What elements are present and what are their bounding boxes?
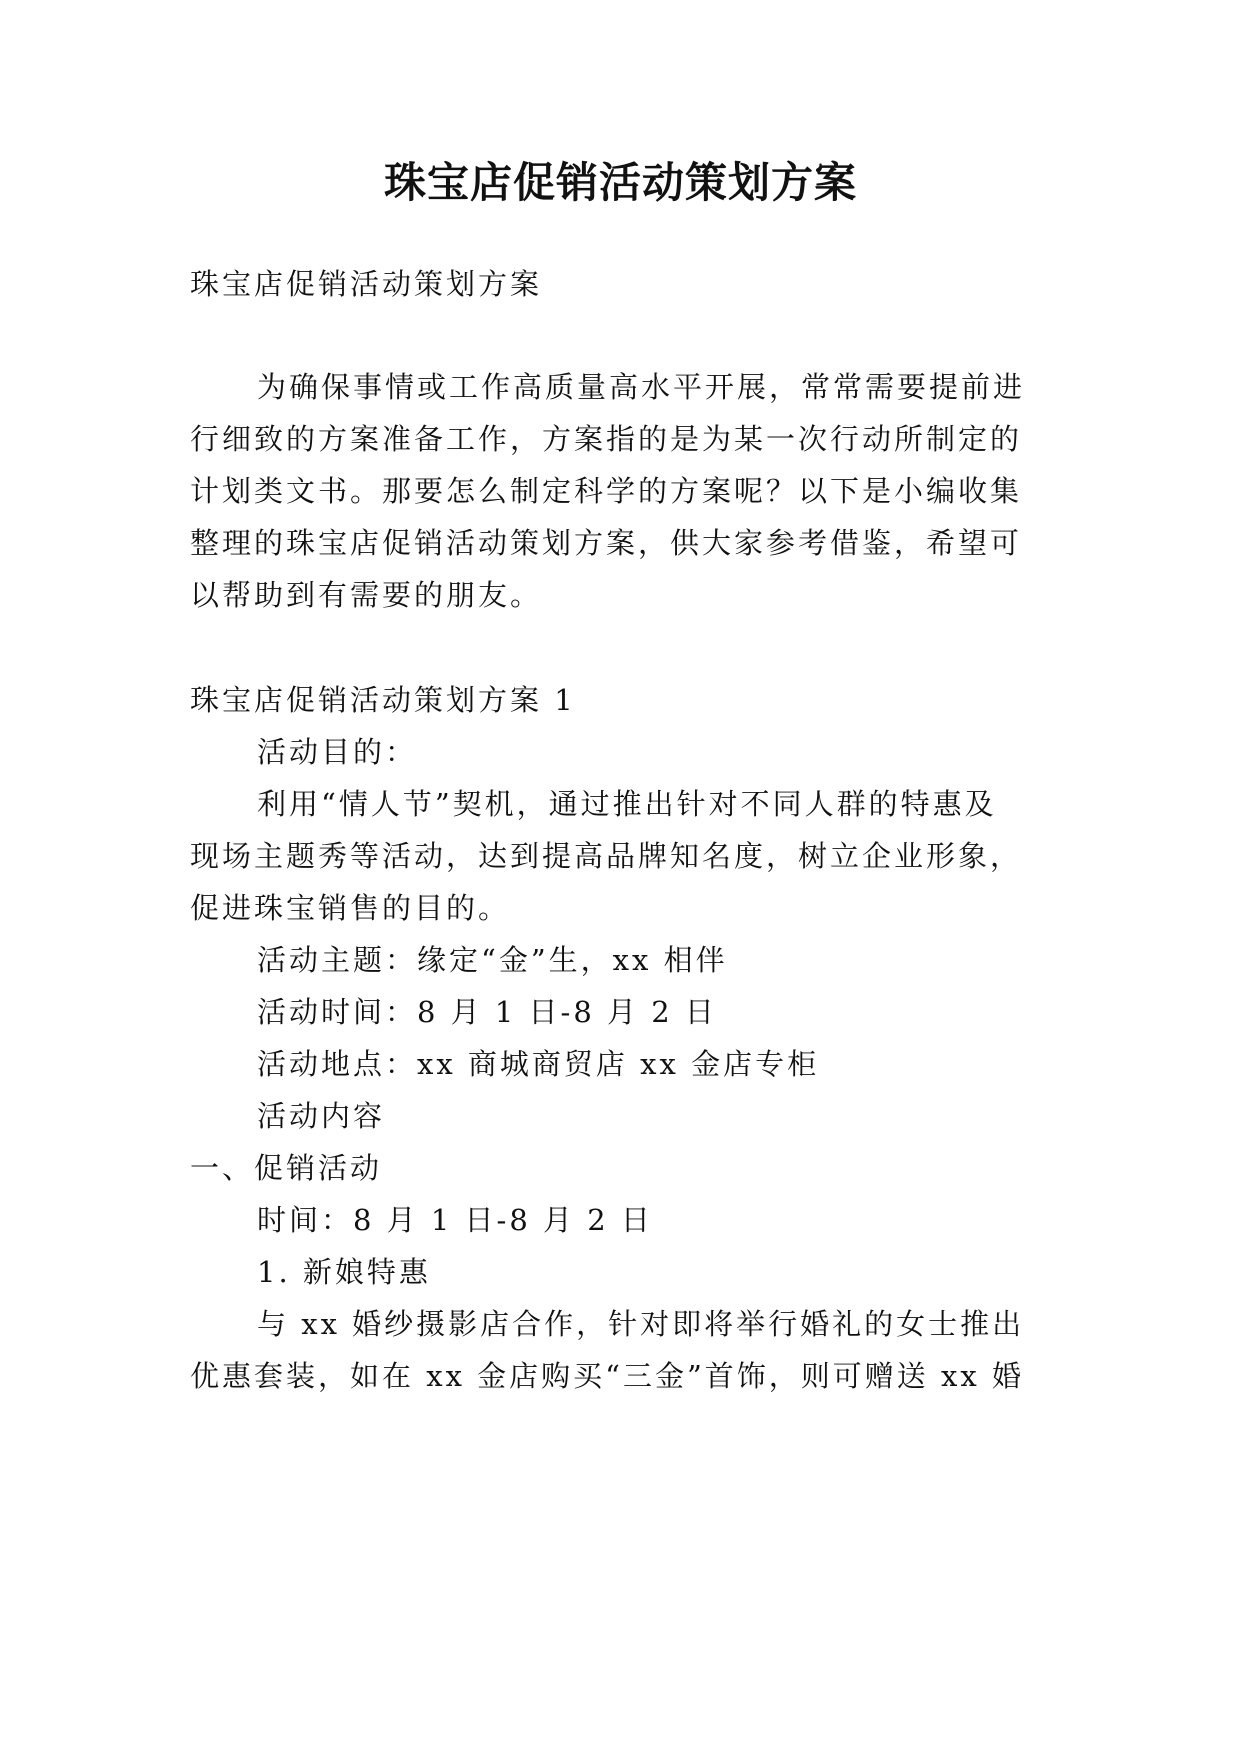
document-title: 珠宝店促销活动策划方案	[383, 158, 857, 207]
purpose-line: 利用“情人节”契机，通过推出针对不同人群的特惠及	[257, 787, 997, 821]
intro-line: 整理的珠宝店促销活动策划方案，供大家参考借鉴，希望可	[190, 526, 1023, 560]
intro-line: 为确保事情或工作高质量高水平开展，常常需要提前进	[257, 370, 1026, 404]
section-heading: 珠宝店促销活动策划方案 1	[190, 683, 576, 717]
activity-content-label: 活动内容	[257, 1099, 386, 1133]
intro-line: 行细致的方案准备工作，方案指的是为某一次行动所制定的	[190, 422, 1023, 456]
intro-line: 以帮助到有需要的朋友。	[190, 578, 543, 612]
item-line: 与 xx 婚纱摄影店合作，针对即将举行婚礼的女士推出	[257, 1307, 1025, 1341]
document-subtitle: 珠宝店促销活动策划方案	[190, 267, 543, 301]
purpose-label: 活动目的：	[257, 735, 418, 769]
activity-location: 活动地点：xx 商城商贸店 xx 金店专柜	[257, 1047, 820, 1081]
intro-line: 计划类文书。那要怎么制定科学的方案呢？以下是小编收集	[190, 474, 1023, 508]
activity-theme: 活动主题：缘定“金”生，xx 相伴	[257, 943, 728, 977]
item-heading: 1. 新娘特惠	[257, 1255, 431, 1289]
item-line: 优惠套装，如在 xx 金店购买“三金”首饰，则可赠送 xx 婚	[190, 1359, 1024, 1393]
purpose-line: 现场主题秀等活动，达到提高品牌知名度，树立企业形象，	[190, 839, 1023, 873]
promo-heading: 一、促销活动	[190, 1151, 383, 1185]
promo-time: 时间：8 月 1 日-8 月 2 日	[257, 1203, 653, 1237]
activity-time: 活动时间：8 月 1 日-8 月 2 日	[257, 995, 717, 1029]
purpose-line: 促进珠宝销售的目的。	[190, 891, 511, 925]
